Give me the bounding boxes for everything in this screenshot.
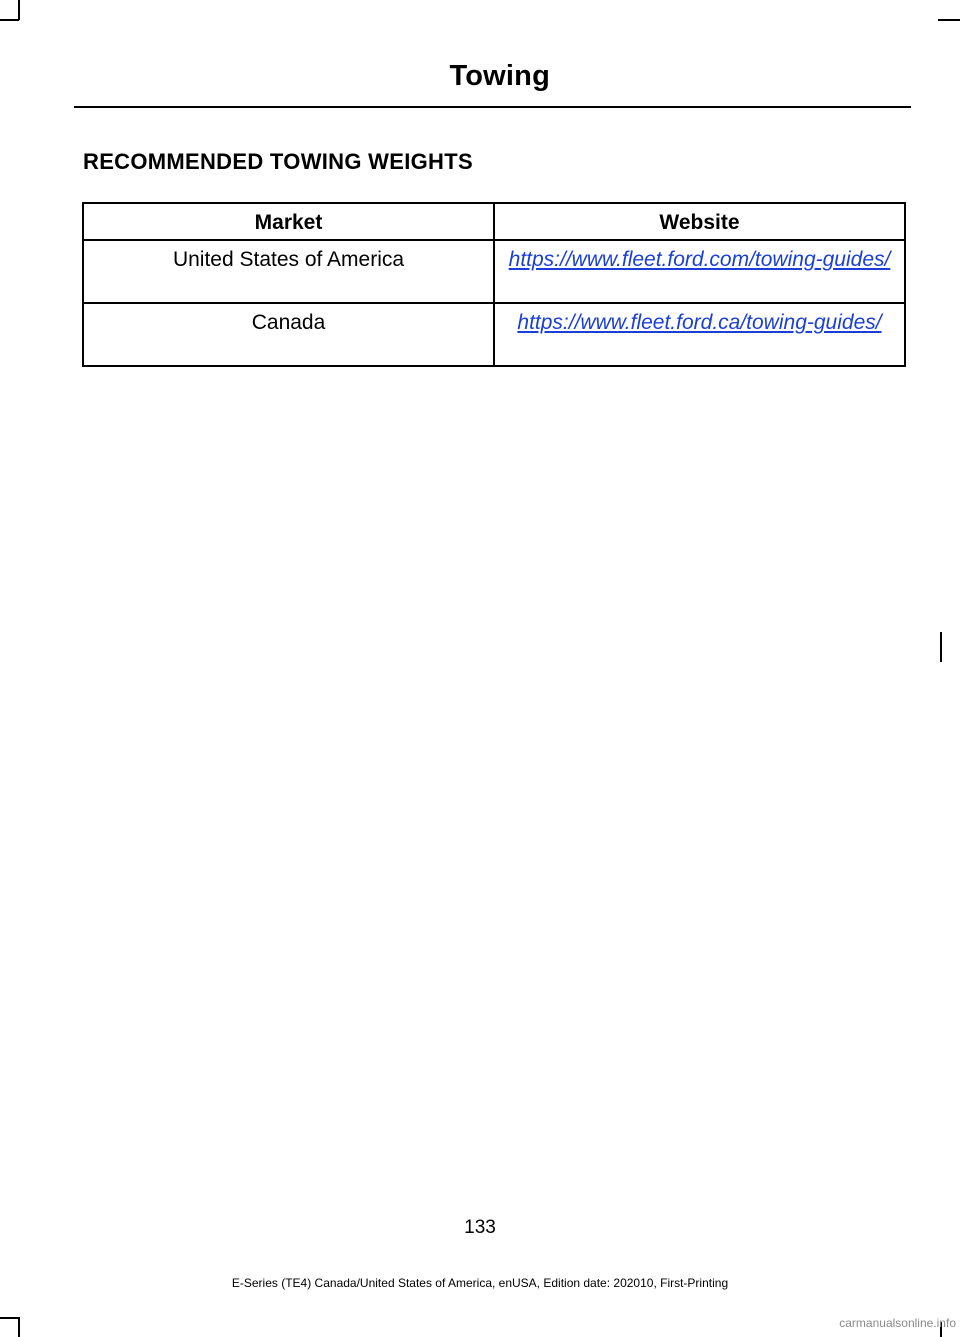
watermark-text: carmanualsonline.info <box>839 1316 956 1330</box>
header-divider <box>74 106 911 108</box>
crop-mark-top-left-horizontal <box>0 19 19 21</box>
market-cell: Canada <box>83 303 494 366</box>
column-header-website: Website <box>494 203 905 240</box>
website-link[interactable]: https://www.fleet.ford.com/towing-guides/ <box>494 240 905 303</box>
section-title: RECOMMENDED TOWING WEIGHTS <box>83 149 473 174</box>
table-row <box>83 303 905 366</box>
footer-edition-text: E-Series (TE4) Canada/United States of America, enUSA, Edition date: 202010, First-Printing <box>231 1276 729 1290</box>
crop-mark-right-side <box>940 632 942 662</box>
towing-weights-table <box>82 202 906 367</box>
website-link[interactable]: https://www.fleet.ford.ca/towing-guides/ <box>494 303 905 366</box>
table-row <box>83 240 905 303</box>
table-header-row <box>83 203 905 240</box>
market-cell: United States of America <box>83 240 494 303</box>
page-number: 133 <box>464 1217 496 1238</box>
crop-mark-top-right-horizontal <box>938 19 960 21</box>
column-header-market: Market <box>83 203 494 240</box>
crop-mark-bottom-left-horizontal <box>0 1317 19 1319</box>
page-header-title: Towing <box>449 60 550 92</box>
crop-mark-bottom-left-vertical <box>18 1317 20 1337</box>
crop-mark-top-left-vertical <box>18 0 20 20</box>
